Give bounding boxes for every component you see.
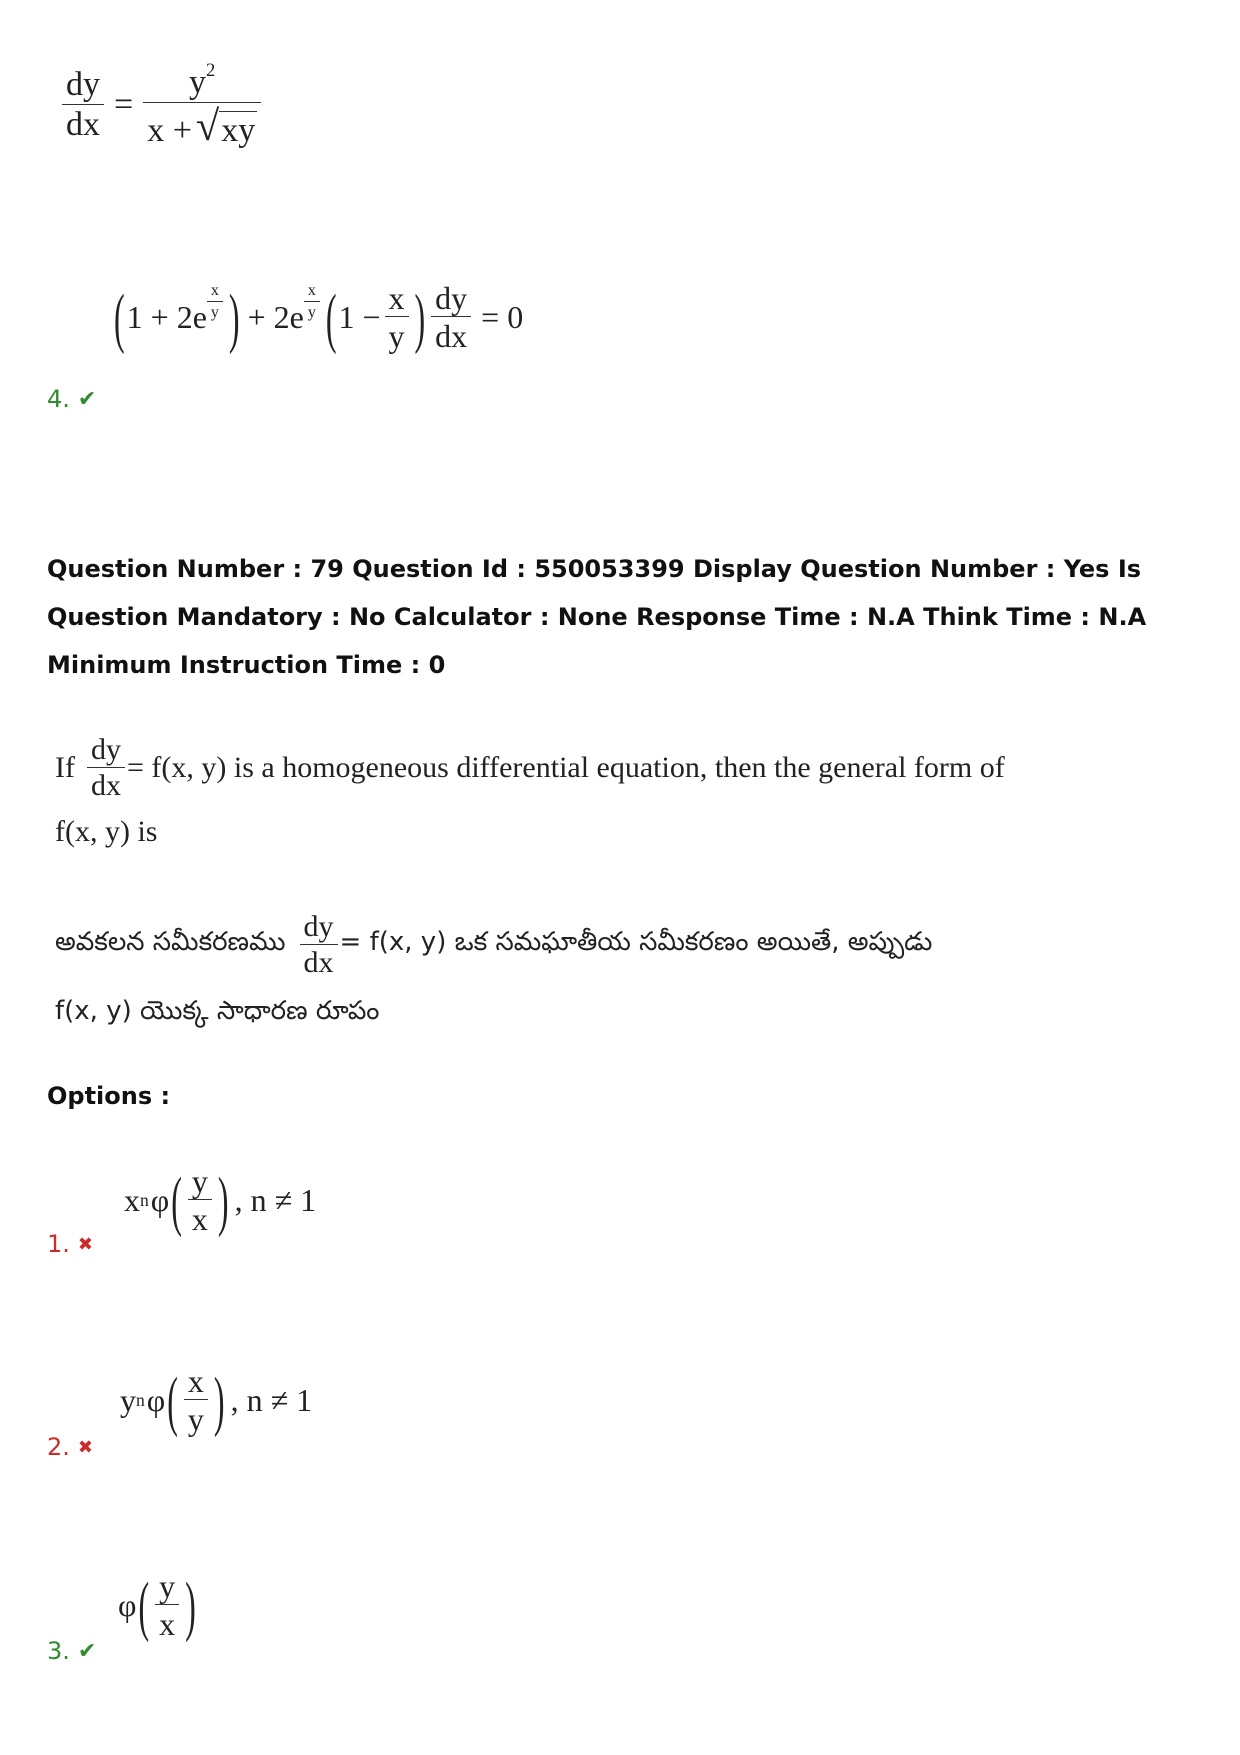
prev-option3-equation: $\frac{dy}{dx}$ = $y^2$ x + √ xy [58,62,265,148]
prev-option4-label: 4. ✔ [47,385,97,413]
check-icon: ✔ [77,386,97,412]
option-1-label[interactable]: 1. ✖ [47,1230,93,1258]
options-label: Options : [47,1082,171,1110]
dy-dx-fraction: $\frac{dy}{dx}$ [431,282,471,352]
prev-option4-equation: ( 1 + 2e $\frac{x}{y}$ ) + 2e $\frac{x}{y}$ ( 1 − $\frac{x}{y}$ ) $\frac{dy}{dx}$ = 0 [114,279,524,355]
dy-dx-fraction: $\frac{dy}{dx}$ [300,912,338,978]
option-2-equation: y n φ ( $\frac{x}{y}$ ) , n ≠ 1 [120,1362,313,1438]
dy-dx-fraction: $\frac{dy}{dx}$ [87,735,125,801]
option-3-label[interactable]: 3. ✔ [47,1637,97,1665]
dy-dx-fraction: $\frac{dy}{dx}$ [62,68,104,142]
rhs-fraction: $y^2$ x + √ xy [143,62,261,148]
option-1-equation: x n φ ( $\frac{y}{x}$ ) , n ≠ 1 [124,1162,317,1238]
question-telugu: అవకలన సమీకరణము $\frac{dy}{dx}$ = f(x, y) ఒక సమఘాతీయ సమీకరణం అయితే, అప్పుడు f(x, y) యొక్క సాధారణ రూపం [55,910,933,1026]
cross-icon: ✖ [77,1436,93,1458]
option-3-equation: φ ( $\frac{y}{x}$ ) [118,1567,196,1643]
square-root: √ xy [195,102,256,150]
option-2-label[interactable]: 2. ✖ [47,1433,93,1461]
check-icon: ✔ [77,1638,97,1664]
question-meta: Question Number : 79 Question Id : 550053399 Display Question Number : Yes Is Question Mandatory : No Calculator : None Response Time : N.A Think Time : N.A Minimum Instruction Time : 0 [47,555,1147,679]
question-english: If $\frac{dy}{dx}$ = f(x, y) is a homogeneous differential equation, then the general form of f(x, y) is [55,733,1005,848]
cross-icon: ✖ [77,1233,93,1255]
